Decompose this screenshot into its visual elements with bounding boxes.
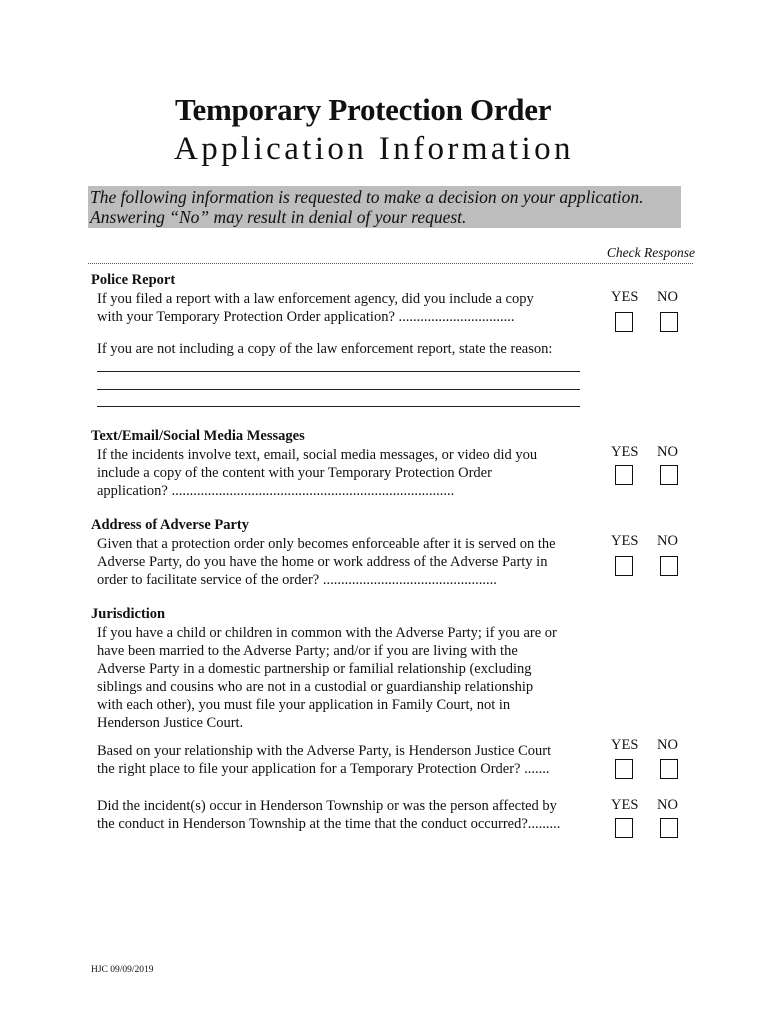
reason-line-3[interactable]	[97, 406, 580, 407]
question-line: the conduct in Henderson Township at the time that the conduct occurred?.........	[97, 816, 561, 832]
reason-prompt-text: If you are not including a copy of the law enforcement report, state the reason:	[97, 341, 553, 357]
jurisdiction-township-no-checkbox[interactable]	[660, 818, 678, 838]
banner-line-2: Answering “No” may result in denial of your request.	[90, 207, 467, 227]
yes-label: YES	[611, 289, 639, 305]
question-line: include a copy of the content with your Temporary Protection Order	[97, 465, 492, 481]
yes-label: YES	[611, 533, 639, 549]
info-line: have been married to the Adverse Party; and/or if you are living with the	[97, 643, 518, 659]
police-report-no-checkbox[interactable]	[660, 312, 678, 332]
jurisdiction-township-question	[97, 797, 585, 833]
police-report-heading: Police Report	[91, 272, 176, 288]
reason-line-2[interactable]	[97, 389, 580, 390]
jurisdiction-township-yes-checkbox[interactable]	[615, 818, 633, 838]
form-title: Temporary Protection Order	[175, 92, 552, 127]
no-label: NO	[657, 533, 678, 549]
question-line: Adverse Party, do you have the home or work address of the Adverse Party in	[97, 554, 548, 570]
reason-line-1[interactable]	[97, 371, 580, 372]
reason-prompt	[97, 340, 585, 358]
adverse-party-no-checkbox[interactable]	[660, 556, 678, 576]
jurisdiction-info	[97, 624, 585, 732]
instructions-banner	[88, 186, 681, 228]
info-line: If you have a child or children in common with the Adverse Party; if you are or	[97, 625, 557, 641]
question-line: If the incidents involve text, email, social media messages, or video did you	[97, 447, 538, 463]
question-line: the right place to file your application for a Temporary Protection Order? .......	[97, 761, 550, 777]
question-line: Did the incident(s) occur in Henderson Township or was the person affected by	[97, 798, 557, 814]
info-line: Henderson Justice Court.	[97, 715, 244, 731]
form-revision-code: HJC 09/09/2019	[91, 965, 154, 975]
messages-no-checkbox[interactable]	[660, 465, 678, 485]
messages-yes-checkbox[interactable]	[615, 465, 633, 485]
question-line: with your Temporary Protection Order application? ................................	[97, 309, 515, 325]
banner-line-1: The following information is requested to make a decision on your application.	[90, 187, 644, 207]
police-report-yes-checkbox[interactable]	[615, 312, 633, 332]
no-label: NO	[657, 444, 678, 460]
check-response-label: Check Response	[606, 245, 695, 260]
question-line: Based on your relationship with the Adverse Party, is Henderson Justice Court	[97, 743, 552, 759]
question-line: Given that a protection order only becomes enforceable after it is served on the	[97, 536, 556, 552]
adverse-party-yes-checkbox[interactable]	[615, 556, 633, 576]
question-line: If you filed a report with a law enforcement agency, did you include a copy	[97, 291, 534, 307]
header-divider	[88, 263, 693, 264]
yes-label: YES	[611, 797, 639, 813]
yes-label: YES	[611, 444, 639, 460]
jurisdiction-court-question	[97, 742, 585, 778]
info-line: Adverse Party in a domestic partnership or familial relationship (excluding	[97, 661, 532, 677]
police-report-question	[97, 290, 585, 326]
no-label: NO	[657, 289, 678, 305]
jurisdiction-court-yes-checkbox[interactable]	[615, 759, 633, 779]
info-line: siblings and cousins who are not in a custodial or guardianship relationship	[97, 679, 534, 695]
jurisdiction-court-no-checkbox[interactable]	[660, 759, 678, 779]
yes-label: YES	[611, 737, 639, 753]
adverse-party-heading: Address of Adverse Party	[91, 517, 250, 533]
info-line: with each other), you must file your application in Family Court, not in	[97, 697, 511, 713]
question-line: order to facilitate service of the order? ................................................	[97, 572, 497, 588]
no-label: NO	[657, 737, 678, 753]
adverse-party-question	[97, 535, 585, 589]
form-subtitle: Application Information	[174, 131, 574, 167]
messages-heading: Text/Email/Social Media Messages	[91, 428, 305, 444]
question-line: application? ..............................................................................	[97, 483, 455, 499]
no-label: NO	[657, 797, 678, 813]
messages-question	[97, 446, 585, 500]
jurisdiction-heading: Jurisdiction	[91, 606, 166, 622]
